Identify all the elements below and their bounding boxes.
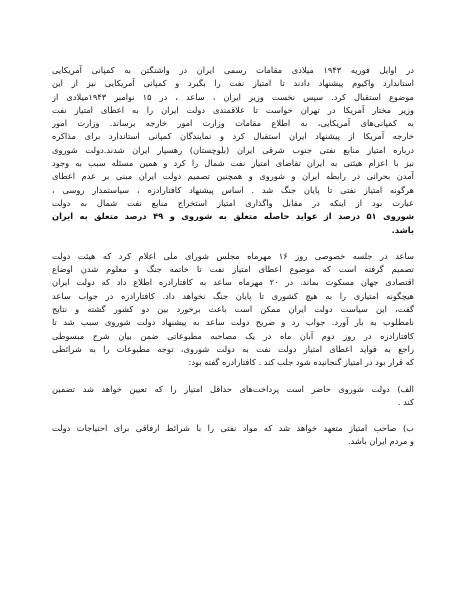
text-line: ساعد در جلسه خصوصی روز ۱۶ مهرماه مجلس شورای ملی اعلام کرد که هیئت دولت	[52, 250, 414, 261]
text-line: به کمپانی‌های آمریکایی، به اطلاع مقامات وزارت امور خارجه برساند. وزارت امور	[52, 118, 414, 129]
text-line: تصمیم گرفته است که موضوع اعطای امتیاز نفت تا خاتمه جنگ و معلوم شدن اوضاع	[52, 264, 414, 275]
text-line: خارجه آمریکا از پیشنهاد ایران استقبال کرد و نمایندگان کمپانی استاندارد برای مذاکره	[52, 131, 414, 142]
text-line: اقتصادی جهان مسکوت بماند. در ۲۰ مهرماه ساعد به کافتارادزه اطلاع داد که دولت ایران	[52, 277, 414, 288]
paragraph-gap	[52, 370, 414, 383]
text-line: عبارت بود از اینکه در مقابل واگذاری امتیاز استخراج منابع نفت شمال به دولت	[52, 197, 414, 208]
paragraph	[52, 250, 414, 370]
text-line: هرگونه امتیاز نفتی تا پایان جنگ شد . اساس پیشنهاد کافتارادزه ، سیاستمدار روسی ،	[52, 184, 414, 195]
text-line: کند .	[397, 396, 414, 407]
text-line: نامطلوب به بار آورد. جواب رد و صریح دولت ساعد به پیشنهاد دولت شوروی سبب شد تا	[52, 317, 414, 328]
text-line: درباره امتیاز منابع نفتی جنوب شرقی ایران (بلوچستان) رهسپار ایران شدند.دولت شوروی	[52, 144, 414, 155]
text-line: که قرار بود در امتیاز گنجانیده شود جلب کند . کافتارادزه گفته بود:	[188, 357, 414, 368]
text-line: ب) صاحب امتیاز متعهد خواهد شد که مواد نفتی را با شرائط ارفاقی برای احتیاجات دولت	[52, 423, 414, 434]
text-line: کافتارادزه در روز دوم آبان ماه در یک مصاحبه مطبوعاتی ضمن بیان شرح مبسوطی	[52, 330, 414, 341]
text-line: شوروی ۵۱ درصد از عواید حاصله متعلق به شوروی و ۴۹ درصد متعلق به ایران	[52, 211, 414, 222]
text-line: نیز با اعزام هیئتی به ایران تقاضای امتیاز نفت شمال را کرد و همین مسئله سبب به وجود	[52, 158, 414, 169]
text-line: آمدن بحرانی در رابطه ایران و شوروی و همچنین تصمیم دولت ایران مبنی بر عدم اعطای	[52, 171, 414, 182]
paragraph	[52, 422, 414, 449]
text-line: گفت، این سیاست دولت ایران ممکن است باعث برخورد بین دو کشور گشته و نتایج	[52, 304, 414, 315]
paragraph	[52, 383, 414, 410]
document-body	[52, 64, 414, 449]
text-line: باشد.	[391, 224, 414, 235]
text-line: در اوایل فوریه ۱۹۴۳ میلادی مقامات رسمی ایران در واشنگتن به کمپانی آمریکایی	[52, 65, 414, 75]
text-line: موضوع استقبال کرد. سپس نخست وزیر ایران ، ساعد ، در ۱۵ نوامبر ۱۹۴۳میلادی از	[52, 91, 414, 102]
paragraph-gap	[52, 409, 414, 422]
text-line: راجع به فواید اعطای امتیاز دولت نفت به دولت شوروی، توجه مطبوعات را به شرائطی	[52, 343, 414, 354]
paragraph	[52, 64, 414, 237]
text-line: الف) دولت شوروی حاضر است پرداخت‌های حداقل امتیاز را که تعیین خواهد شد تضمین	[52, 383, 414, 394]
text-line: و مردم ایران باشد.	[347, 436, 414, 447]
paragraph-gap	[52, 237, 414, 250]
text-line: استاندارد واکیوم پیشنهاد دادند تا امتیاز نفت را بگیرد و کمپانی آمریکایی نیز از این	[52, 78, 414, 89]
text-line: وزیر مختار آمریکا در تهران خواست تا علاقمندی دولت ایران را به اعطای امتیاز نفت	[52, 104, 414, 115]
text-line: هیچگونه امتیازی را به هیچ کشوری تا پایان جنگ نخواهد داد. کافتارادزه در جواب ساعد	[52, 290, 414, 301]
